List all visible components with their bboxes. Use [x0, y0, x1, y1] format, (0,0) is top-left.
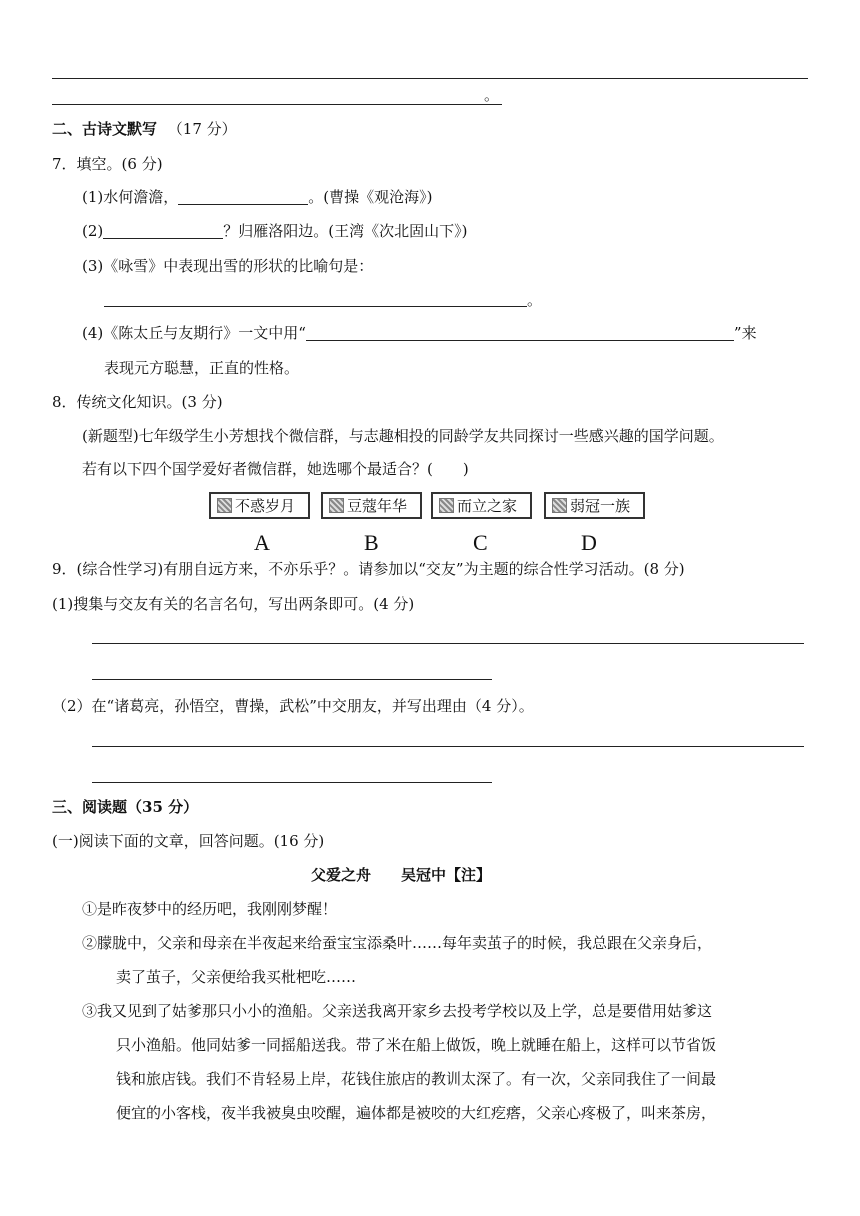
paragraph-line: 卖了茧子，父亲便给我买枇杷吃……	[116, 968, 357, 986]
question-stem: 9．(综合性学习)有朋自远方来，不亦乐乎？。请参加以“交友”为主题的综合性学习活动。(8 分)	[52, 560, 685, 578]
question-item	[82, 326, 757, 341]
option-letter-a: A	[254, 530, 270, 555]
qr-icon	[329, 498, 344, 513]
item-text: ？归雁洛阳边。(王湾《次北固山下》)	[223, 222, 468, 240]
answer-blank[interactable]	[306, 326, 734, 341]
question-text: (新题型)七年级学生小芳想找个微信群，与志趣相投的同龄学友共同探讨一些感兴趣的国学问题。	[82, 427, 724, 445]
section-heading	[52, 122, 237, 137]
question-subitem: (1)搜集与交友有关的名言名句，写出两条即可。(4 分)	[52, 595, 415, 613]
article-title: 父爱之舟 吴冠中【注】	[311, 866, 492, 884]
option-text: 不惑岁月	[235, 497, 296, 515]
question-item	[82, 190, 432, 205]
answer-line[interactable]	[92, 782, 492, 783]
option-box-d[interactable]	[544, 492, 645, 519]
paragraph-line: 便宜的小客栈，夜半我被臭虫咬醒，遍体都是被咬的大红疙瘩，父亲心疼极了，叫来茶房，	[116, 1104, 717, 1122]
option-box-c[interactable]	[431, 492, 532, 519]
qr-icon	[552, 498, 567, 513]
option-text: 弱冠一族	[570, 497, 631, 515]
paragraph-line: 只小渔船。他同姑爹一同摇船送我。带了米在船上做饭，晚上就睡在船上，这样可以节省饭	[116, 1036, 717, 1054]
answer-line	[52, 78, 808, 79]
item-text: (2)	[82, 222, 104, 240]
question-item	[82, 224, 467, 239]
question-text: 若有以下四个国学爱好者微信群，她选哪个最适合？( )	[82, 460, 469, 478]
answer-line[interactable]	[92, 643, 804, 644]
answer-line	[52, 104, 502, 105]
option-letter-b: B	[364, 530, 379, 555]
item-text: ”来	[733, 324, 757, 342]
option-box-a[interactable]	[209, 492, 310, 519]
answer-blank[interactable]	[103, 224, 223, 239]
qr-icon	[217, 498, 232, 513]
question-item-continued: 表现元方聪慧，正直的性格。	[104, 359, 300, 377]
paragraph-line: 钱和旅店钱。我们不肯轻易上岸，花钱住旅店的教训太深了。有一次，父亲同我住了一间最	[116, 1070, 717, 1088]
option-letter-d: D	[581, 530, 597, 555]
question-item: (3)《咏雪》中表现出雪的形状的比喻句是：	[82, 257, 374, 275]
period-mark: 。	[527, 291, 543, 309]
option-text: 而立之家	[457, 497, 518, 515]
period-mark: 。	[484, 86, 500, 104]
qr-icon	[439, 498, 454, 513]
option-text: 豆蔻年华	[347, 497, 408, 515]
section-title: 二、古诗文默写	[52, 120, 158, 138]
section-score: （17 分）	[167, 120, 237, 138]
item-text: 。(曹操《观沧海》)	[308, 188, 433, 206]
paragraph-line: ②朦胧中，父亲和母亲在半夜起来给蚕宝宝添桑叶……每年卖茧子的时候，我总跟在父亲身后，	[82, 934, 713, 952]
paragraph-line: ③我又见到了姑爹那只小小的渔船。父亲送我离开家乡去投考学校以及上学，总是要借用姑爹这	[82, 1002, 713, 1020]
item-text: (4)《陈太丘与友期行》一文中用“	[82, 324, 306, 342]
question-stem: 8．传统文化知识。(3 分)	[52, 393, 223, 411]
answer-line[interactable]	[92, 679, 492, 680]
option-letter-c: C	[473, 530, 488, 555]
reading-part-title: (一)阅读下面的文章，回答问题。(16 分)	[52, 832, 325, 850]
answer-line[interactable]	[104, 306, 527, 307]
answer-blank[interactable]	[178, 190, 308, 205]
paragraph-line: ①是昨夜梦中的经历吧，我刚刚梦醒！	[82, 900, 338, 918]
question-subitem: （2）在“诸葛亮，孙悟空，曹操，武松”中交朋友，并写出理由（4 分）。	[52, 697, 534, 715]
option-box-b[interactable]	[321, 492, 422, 519]
item-text: (1)水何澹澹，	[82, 188, 179, 206]
question-stem: 7．填空。(6 分)	[52, 155, 163, 173]
answer-line[interactable]	[92, 746, 804, 747]
section-heading: 三、阅读题（35 分）	[52, 798, 199, 816]
